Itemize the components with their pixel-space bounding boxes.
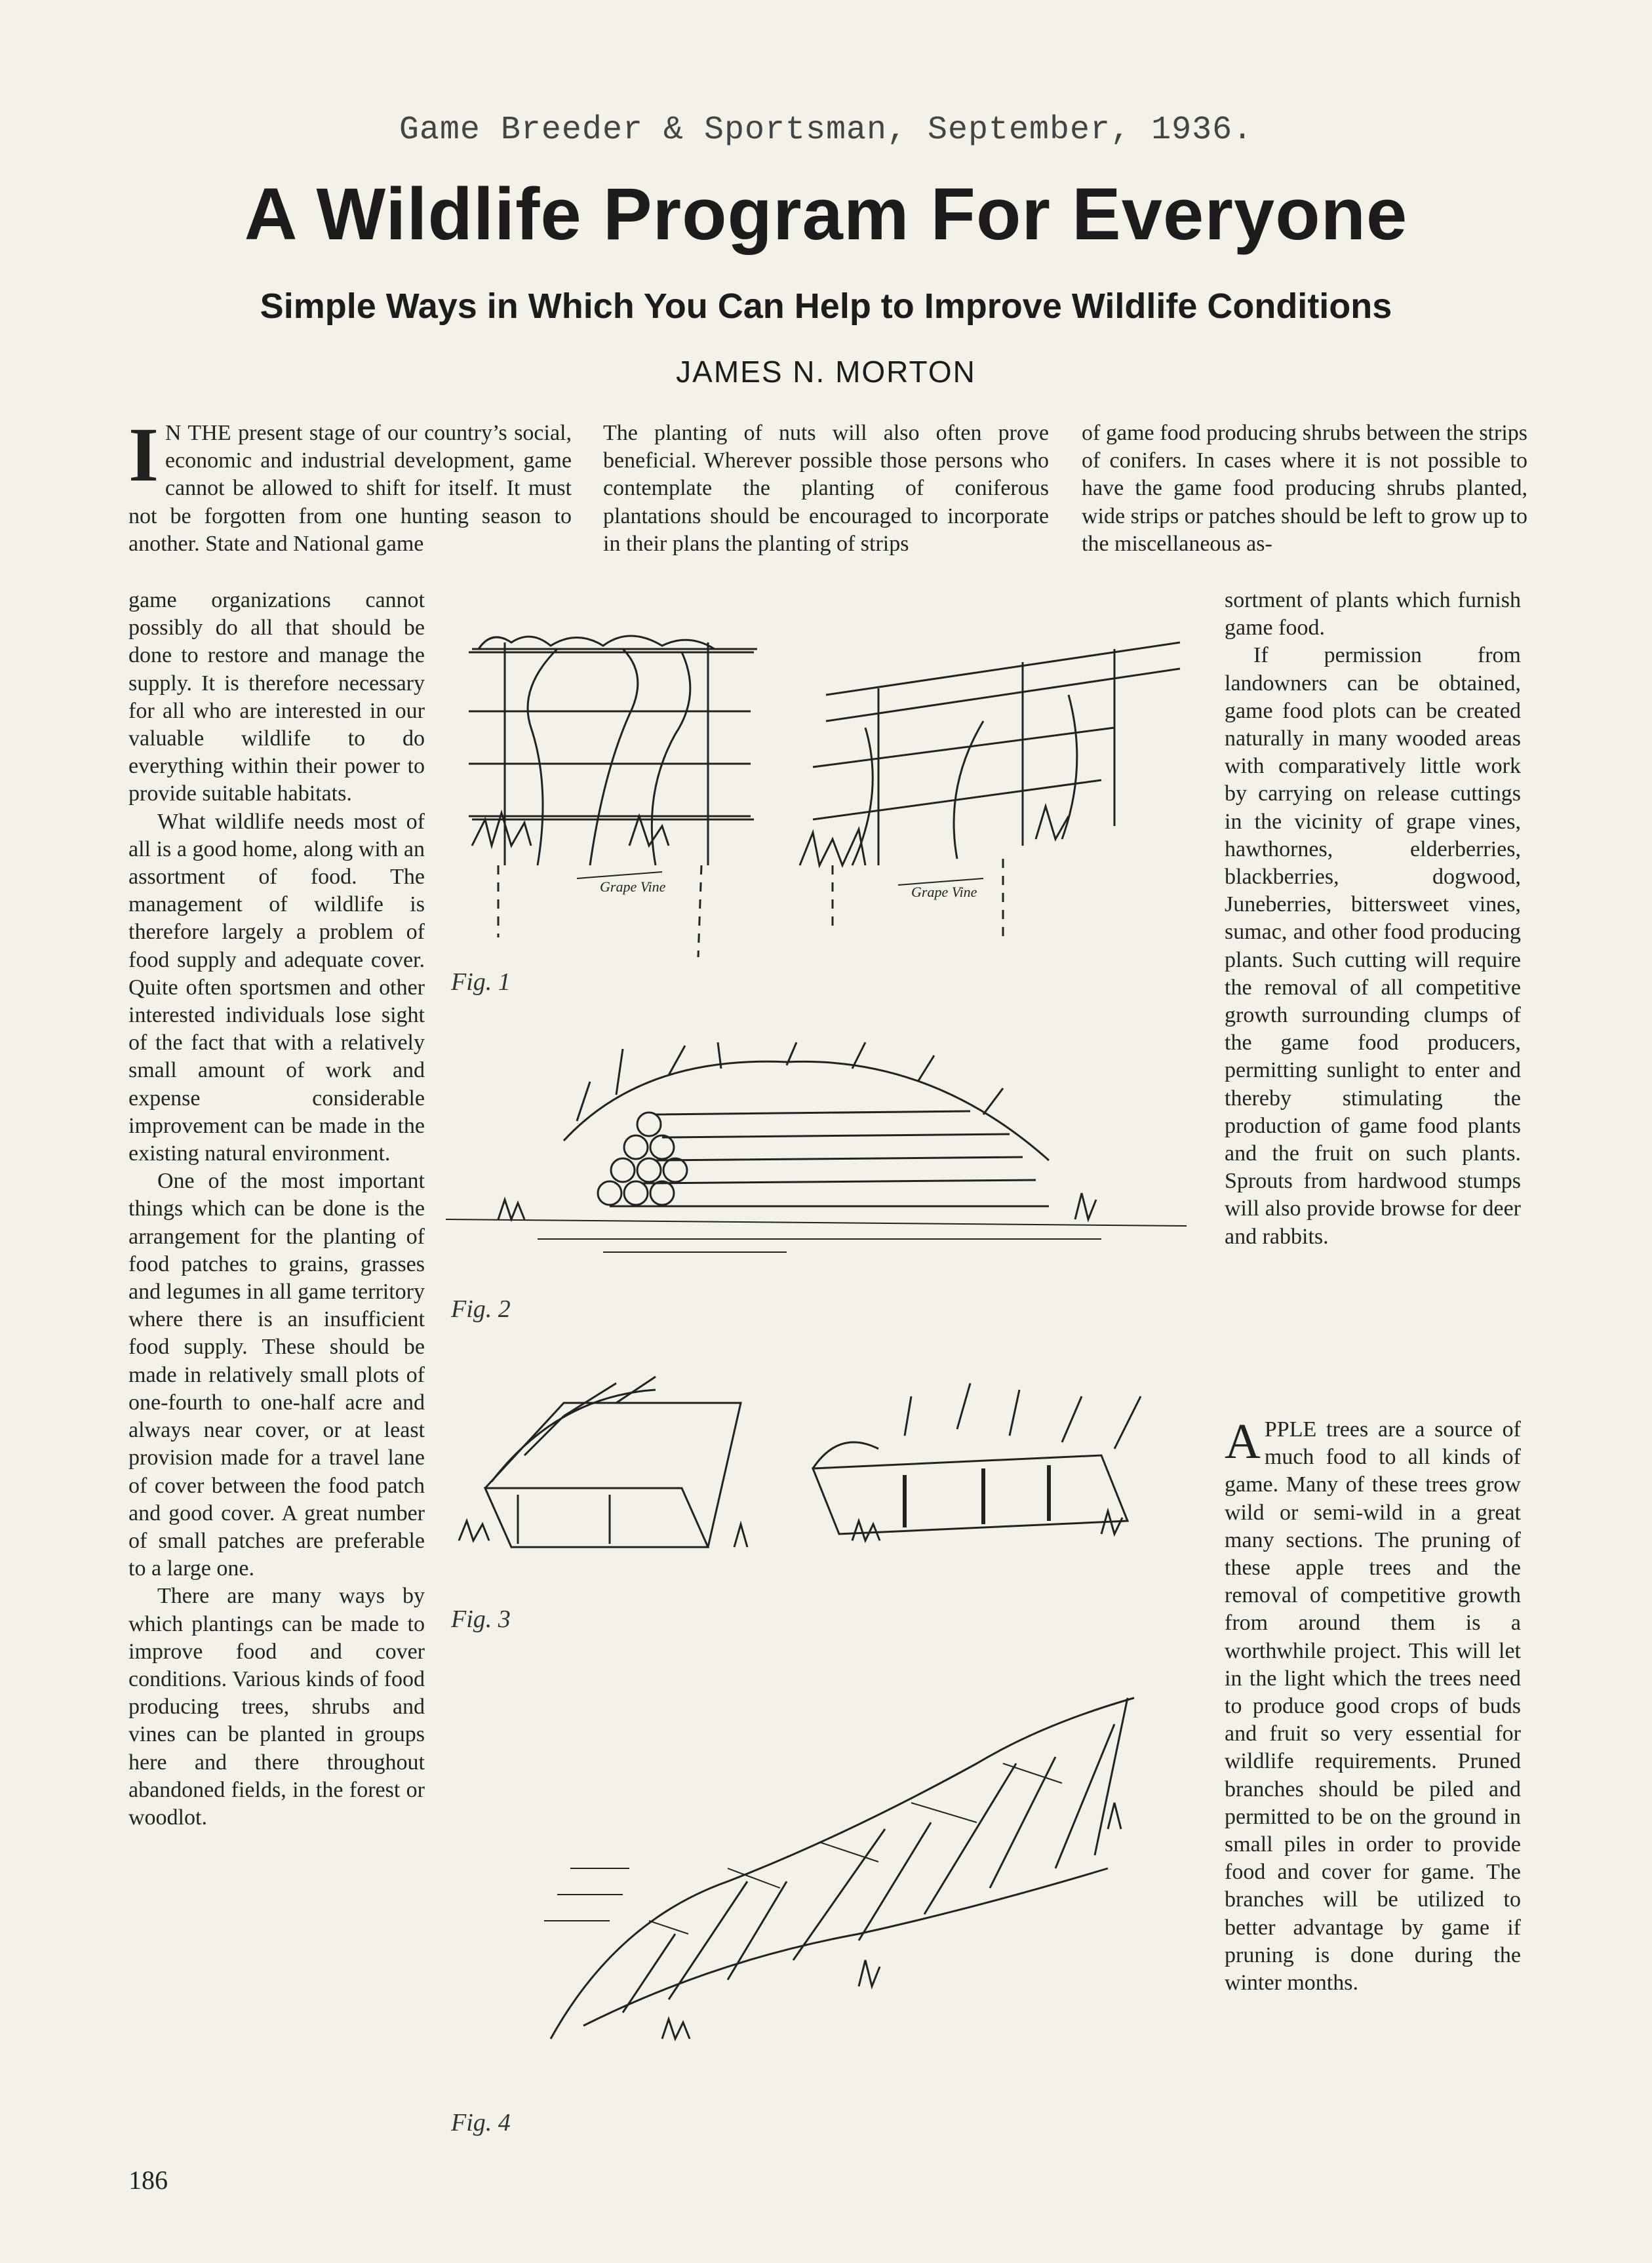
- figure-2-brush-pile-illustration: [446, 1042, 1187, 1278]
- right-shelter: [813, 1383, 1141, 1541]
- grape-vine-label-left: Grape Vine: [600, 878, 666, 895]
- figure-4-branch-pile-illustration: [452, 1672, 1219, 2091]
- column-2-top: [603, 420, 1049, 558]
- paragraph-nuts: The planting of nuts will also often prove beneficial. Wherever possible those persons who contemplate the planting of coniferous plantations should be encouraged to incorporate in their plans the planting of strips: [603, 421, 1049, 556]
- drop-cap-a: A: [1225, 1414, 1261, 1469]
- column-3-apple: [1225, 1416, 1521, 1997]
- article-title: A Wildlife Program For Everyone: [244, 173, 1408, 255]
- right-trellis: [800, 642, 1180, 937]
- column-1-bottom: [128, 587, 425, 1832]
- figure-3-label: Fig. 3: [451, 1605, 511, 1633]
- paragraph-shrubs-top: of game food producing shrubs between the strips of conifers. In cases where it is not possible to have the game food producing shrubs planted, wide strips or patches should be left to grow up to the miscellaneous as-: [1082, 421, 1527, 556]
- column-3-top: [1082, 420, 1527, 558]
- pile-base: [583, 1868, 1108, 2026]
- column-3-bottom: [1225, 587, 1521, 1251]
- figure-3-shelter-illustration: [446, 1377, 1200, 1593]
- left-shelter: [459, 1377, 747, 1547]
- article-author: JAMES N. MORTON: [676, 355, 976, 389]
- paragraph-release-cuttings: If permission from landowners can be obtained, game food plots can be created naturally in many wooded areas with comparatively little work by carrying on release cuttings in the vicinity of grape vines, hawthornes, elderberries, blackberries, dogwood, Juneberries, bittersweet vines, sumac, and other food producing plants. Such cutting will require the removal of all competitive growth surrounding clumps of the game food producers, permitting sunlight to enter and thereby stimulating the production of game food plants and the fruit on such plants. Sprouts from hardwood stumps will also provide browse for deer and rabbits.: [1225, 643, 1521, 1249]
- ground-lines: [446, 1219, 1187, 1252]
- paragraph-apple-trees: PPLE trees are a source of much food to all kinds of game. Many of these trees grow wild or semi-wild in a great many sections. The pruning of these apple trees and the removal of competitive growth from around them is a worthwhile project. This will let in the light which the trees need to produce good crops of buds and fruit so very essential for wildlife requirements. Pruned branches should be piled and permitted to be on the ground in small piles in order to provide food and cover for game. The branches will be utilized to better advantage by game if pruning is done during the winter months.: [1225, 1417, 1521, 1996]
- intro-paragraph-top: N THE present stage of our country’s social, economic and industrial development, game cannot be allowed to shift for itself. It must not be forgotten from one hunting season to another. State and National game: [128, 421, 572, 556]
- drop-cap-i: I: [128, 412, 159, 498]
- figure-1-grape-trellis-illustration: [459, 623, 1193, 964]
- article-subtitle: Simple Ways in Which You Can Help to Improve Wildlife Conditions: [260, 286, 1392, 326]
- grass-tufts-fig4: [662, 1803, 1121, 2039]
- left-trellis: [469, 636, 757, 957]
- log-ends: [598, 1112, 687, 1205]
- pile-outline: [551, 1698, 1134, 2039]
- intro-paragraph-bottom: game organizations cannot possibly do all that should be done to restore and manage the supply. It is therefore necessary for all who are interested in our valuable wildlife to do everything within their power to provide suitable habitats.: [128, 588, 425, 806]
- brush-top: [564, 1042, 1049, 1160]
- figure-2-label: Fig. 2: [451, 1295, 511, 1323]
- paragraph-food-patches: One of the most important things which can be done is the arrangement for the planting of food patches to grains, grasses and legumes in all game territory where there is an insufficient food supply. These should be made in relatively small plots of one-fourth to one-half acre and always near cover, or at least provision made for a travel lane of cover between the food patch and good cover. A great number of small patches are preferable to a large one.: [128, 1169, 425, 1581]
- grape-vine-label-right: Grape Vine: [911, 884, 977, 900]
- branch-strokes: [623, 1698, 1128, 2013]
- paragraph-shrubs-bottom: sortment of plants which furnish game food.: [1225, 588, 1521, 640]
- paragraph-wildlife-needs: What wildlife needs most of all is a good home, along with an assortment of food. The management of wildlife is therefore largely a problem of food supply and adequate cover. Quite often sportsmen and other interested individuals lose sight of the fact that with a relatively small amount of work and expense considerable improvement can be made in the existing natural environment.: [128, 809, 425, 1166]
- page-number: 186: [128, 2165, 168, 2195]
- ground-dashes: [544, 1868, 629, 1921]
- publication-stamp: Game Breeder & Sportsman, September, 1936.: [399, 111, 1253, 149]
- column-1-top: [128, 412, 572, 558]
- figure-1-label: Fig. 1: [451, 968, 511, 996]
- figure-4-label: Fig. 4: [451, 2109, 511, 2136]
- paragraph-plantings: There are many ways by which plantings can be made to improve food and cover conditions. Various kinds of food producing trees, shrubs and vines can be planted in groups here and there throughout abandoned fields, in the forest or woodlot.: [128, 1584, 425, 1830]
